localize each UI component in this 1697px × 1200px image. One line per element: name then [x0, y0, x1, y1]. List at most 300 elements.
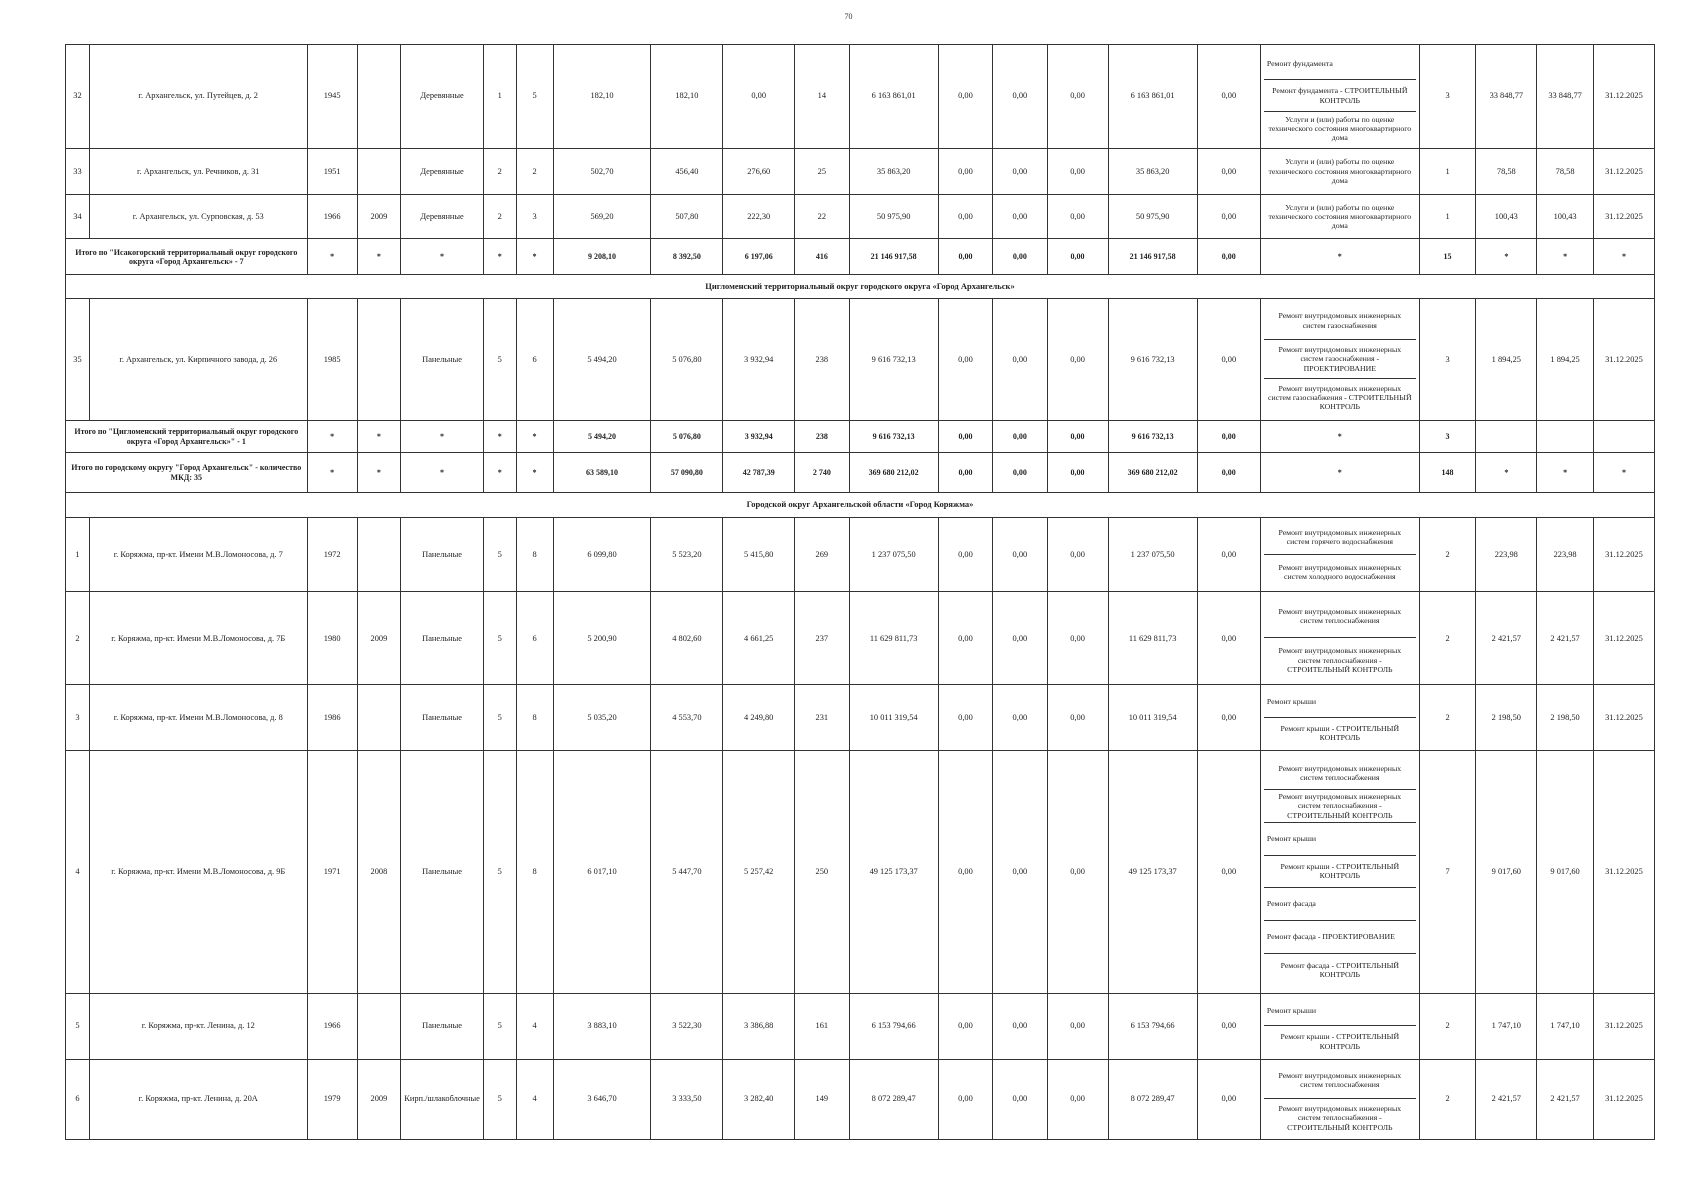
- works-cell: [1260, 994, 1419, 1060]
- works-cell: [1260, 298, 1419, 421]
- work-item: [1264, 302, 1416, 340]
- deadline-cell: 31.12.2025: [1593, 298, 1654, 421]
- section-title: Цигломенский территориальный округ городского округа «Город Архангельск»: [66, 275, 1655, 298]
- work-item: [1264, 758, 1416, 791]
- entrances-cell: 4: [516, 1059, 553, 1139]
- work-item: [1264, 379, 1416, 417]
- floors-cell: *: [483, 421, 516, 453]
- work-item-text: Ремонт внутридомовых инженерных систем теплоснабжения: [1278, 764, 1402, 783]
- area-resid-cell: 3 932,94: [723, 298, 795, 421]
- unit-cost-cell: 1 894,25: [1476, 298, 1537, 421]
- area-total-cell: 9 208,10: [553, 239, 651, 275]
- cost-total-cell: 11 629 811,73: [849, 592, 938, 685]
- total-label: Итого по "Цигломенский территориальный округ городского округа «Город Архангельск»" - 1: [66, 421, 308, 453]
- area-total-cell: 5 035,20: [553, 685, 651, 751]
- floors-cell: 5: [483, 750, 516, 993]
- work-item-text: Ремонт фасада: [1266, 899, 1316, 909]
- fund-fed-cell: 0,00: [938, 148, 992, 195]
- year-renov-cell: 2009: [357, 195, 401, 239]
- unit-cost-cell: 9 017,60: [1476, 750, 1537, 993]
- area-total-cell: 5 200,90: [553, 592, 651, 685]
- residents-cell: 231: [795, 685, 849, 751]
- work-count-cell: 15: [1419, 239, 1476, 275]
- table-row: [66, 45, 1655, 149]
- fund-other-cell: 0,00: [1197, 1059, 1260, 1139]
- entrances-cell: 2: [516, 148, 553, 195]
- fund-fed-cell: 0,00: [938, 1059, 992, 1139]
- area-resid-cell: 3 282,40: [723, 1059, 795, 1139]
- fund-mun-cell: 0,00: [1047, 592, 1108, 685]
- work-item: [1264, 1026, 1416, 1057]
- works-cell: *: [1260, 452, 1419, 492]
- work-item-text: Ремонт внутридомовых инженерных систем газоснабжения - СТРОИТЕЛЬНЫЙ КОНТРОЛЬ: [1268, 383, 1412, 412]
- work-item-text: Ремонт фундамента - СТРОИТЕЛЬНЫЙ КОНТРОЛЬ: [1272, 86, 1408, 105]
- fund-other-cell: 0,00: [1197, 298, 1260, 421]
- entrances-cell: 6: [516, 592, 553, 685]
- year-built-cell: 1980: [307, 592, 357, 685]
- area-total-cell: 63 589,10: [553, 452, 651, 492]
- walls-cell: *: [401, 452, 484, 492]
- cost-total-cell: 6 153 794,66: [849, 994, 938, 1060]
- fund-fed-cell: 0,00: [938, 298, 992, 421]
- year-renov-cell: 2008: [357, 750, 401, 993]
- deadline-cell: *: [1593, 239, 1654, 275]
- house-address: г. Коряжма, пр-кт. Ленина, д. 20А: [89, 1059, 307, 1139]
- works-cell: [1260, 750, 1419, 993]
- fund-fed-cell: 0,00: [938, 994, 992, 1060]
- residents-cell: 2 740: [795, 452, 849, 492]
- row-number: 33: [66, 148, 90, 195]
- year-built-cell: 1966: [307, 195, 357, 239]
- floors-cell: 5: [483, 518, 516, 592]
- cost-total-cell: 6 163 861,01: [849, 45, 938, 149]
- residents-cell: 269: [795, 518, 849, 592]
- house-address: г. Коряжма, пр-кт. Имени М.В.Ломоносова, д. 7: [89, 518, 307, 592]
- residents-cell: 250: [795, 750, 849, 993]
- fund-mun-cell: 0,00: [1047, 45, 1108, 149]
- work-count-cell: 2: [1419, 1059, 1476, 1139]
- unit-cost-cell: 223,98: [1476, 518, 1537, 592]
- fund-other-cell: 0,00: [1197, 518, 1260, 592]
- work-item-text: Ремонт внутридомовых инженерных систем газоснабжения: [1278, 311, 1402, 330]
- total-row: [66, 239, 1655, 275]
- work-item: [1264, 555, 1416, 590]
- work-item: [1264, 48, 1416, 80]
- deadline-cell: 31.12.2025: [1593, 148, 1654, 195]
- fund-owners-cell: 369 680 212,02: [1108, 452, 1197, 492]
- area-resid-cell: 276,60: [723, 148, 795, 195]
- area-living-cell: 507,80: [651, 195, 723, 239]
- area-total-cell: 502,70: [553, 148, 651, 195]
- area-total-cell: 3 883,10: [553, 994, 651, 1060]
- limit-cost-cell: 2 198,50: [1537, 685, 1594, 751]
- work-item: [1264, 856, 1416, 889]
- work-item-text: Ремонт крыши: [1266, 697, 1317, 707]
- unit-cost-cell: *: [1476, 452, 1537, 492]
- area-total-cell: 182,10: [553, 45, 651, 149]
- fund-mun-cell: 0,00: [1047, 1059, 1108, 1139]
- fund-owners-cell: 6 163 861,01: [1108, 45, 1197, 149]
- fund-reg-cell: 0,00: [993, 148, 1047, 195]
- area-living-cell: 57 090,80: [651, 452, 723, 492]
- fund-fed-cell: 0,00: [938, 750, 992, 993]
- entrances-cell: *: [516, 421, 553, 453]
- work-item-text: Ремонт внутридомовых инженерных систем теплоснабжения - СТРОИТЕЛЬНЫЙ КОНТРОЛЬ: [1278, 646, 1402, 674]
- residents-cell: 161: [795, 994, 849, 1060]
- cost-total-cell: 1 237 075,50: [849, 518, 938, 592]
- unit-cost-cell: 100,43: [1476, 195, 1537, 239]
- work-item-text: Ремонт крыши: [1266, 1005, 1317, 1015]
- work-item-text: Ремонт фасада - СТРОИТЕЛЬНЫЙ КОНТРОЛЬ: [1280, 960, 1400, 980]
- work-item: [1264, 520, 1416, 555]
- fund-fed-cell: 0,00: [938, 685, 992, 751]
- fund-fed-cell: 0,00: [938, 239, 992, 275]
- row-number: 35: [66, 298, 90, 421]
- total-row: [66, 452, 1655, 492]
- limit-cost-cell: *: [1537, 452, 1594, 492]
- fund-owners-cell: 8 072 289,47: [1108, 1059, 1197, 1139]
- residents-cell: 25: [795, 148, 849, 195]
- unit-cost-cell: 2 421,57: [1476, 1059, 1537, 1139]
- residents-cell: 237: [795, 592, 849, 685]
- fund-other-cell: 0,00: [1197, 685, 1260, 751]
- house-address: г. Коряжма, пр-кт. Имени М.В.Ломоносова, д. 9Б: [89, 750, 307, 993]
- floors-cell: 5: [483, 685, 516, 751]
- deadline-cell: 31.12.2025: [1593, 685, 1654, 751]
- limit-cost-cell: 1 894,25: [1537, 298, 1594, 421]
- work-count-cell: 3: [1419, 298, 1476, 421]
- work-item-text: Ремонт внутридомовых инженерных систем горячего водоснабжения: [1278, 527, 1402, 547]
- work-item-text: Ремонт фасада - ПРОЕКТИРОВАНИЕ: [1266, 932, 1395, 942]
- fund-fed-cell: 0,00: [938, 452, 992, 492]
- year-built-cell: 1979: [307, 1059, 357, 1139]
- area-resid-cell: 4 249,80: [723, 685, 795, 751]
- fund-owners-cell: 50 975,90: [1108, 195, 1197, 239]
- fund-other-cell: 0,00: [1197, 421, 1260, 453]
- fund-reg-cell: 0,00: [993, 518, 1047, 592]
- table-row: [66, 148, 1655, 195]
- walls-cell: Кирп./шлакоблочные: [401, 1059, 484, 1139]
- area-living-cell: 182,10: [651, 45, 723, 149]
- fund-reg-cell: 0,00: [993, 452, 1047, 492]
- works-cell: [1260, 592, 1419, 685]
- walls-cell: Панельные: [401, 592, 484, 685]
- year-renov-cell: *: [357, 239, 401, 275]
- year-built-cell: 1986: [307, 685, 357, 751]
- work-count-cell: 148: [1419, 452, 1476, 492]
- fund-other-cell: 0,00: [1197, 452, 1260, 492]
- work-count-cell: 2: [1419, 994, 1476, 1060]
- cost-total-cell: 21 146 917,58: [849, 239, 938, 275]
- works-cell: [1260, 518, 1419, 592]
- year-built-cell: *: [307, 239, 357, 275]
- limit-cost-cell: 1 747,10: [1537, 994, 1594, 1060]
- fund-reg-cell: 0,00: [993, 239, 1047, 275]
- work-count-cell: 1: [1419, 195, 1476, 239]
- year-renov-cell: *: [357, 421, 401, 453]
- limit-cost-cell: [1537, 421, 1594, 453]
- floors-cell: *: [483, 239, 516, 275]
- fund-other-cell: 0,00: [1197, 45, 1260, 149]
- area-living-cell: 5 523,20: [651, 518, 723, 592]
- table-row: [66, 298, 1655, 421]
- entrances-cell: *: [516, 452, 553, 492]
- fund-reg-cell: 0,00: [993, 298, 1047, 421]
- work-item-text: Ремонт фундамента: [1266, 58, 1333, 68]
- work-count-cell: 2: [1419, 685, 1476, 751]
- floors-cell: *: [483, 452, 516, 492]
- year-renov-cell: [357, 685, 401, 751]
- work-item: [1264, 150, 1416, 193]
- fund-mun-cell: 0,00: [1047, 452, 1108, 492]
- total-row: [66, 421, 1655, 453]
- unit-cost-cell: 78,58: [1476, 148, 1537, 195]
- year-renov-cell: [357, 45, 401, 149]
- work-item-text: Ремонт внутридомовых инженерных систем газоснабжения - ПРОЕКТИРОВАНИЕ: [1278, 344, 1402, 373]
- house-address: г. Архангельск, ул. Речников, д. 31: [89, 148, 307, 195]
- floors-cell: 2: [483, 195, 516, 239]
- fund-other-cell: 0,00: [1197, 592, 1260, 685]
- year-renov-cell: [357, 148, 401, 195]
- section-header-row: [66, 493, 1655, 518]
- entrances-cell: 8: [516, 685, 553, 751]
- year-renov-cell: *: [357, 452, 401, 492]
- fund-other-cell: 0,00: [1197, 195, 1260, 239]
- area-living-cell: 456,40: [651, 148, 723, 195]
- table-row: [66, 750, 1655, 993]
- walls-cell: Панельные: [401, 518, 484, 592]
- fund-owners-cell: 9 616 732,13: [1108, 298, 1197, 421]
- house-address: г. Архангельск, ул. Сурповская, д. 53: [89, 195, 307, 239]
- deadline-cell: 31.12.2025: [1593, 195, 1654, 239]
- work-item: [1264, 687, 1416, 718]
- year-built-cell: 1945: [307, 45, 357, 149]
- table-row: [66, 518, 1655, 592]
- fund-owners-cell: 49 125 173,37: [1108, 750, 1197, 993]
- table-row: [66, 994, 1655, 1060]
- area-resid-cell: 4 661,25: [723, 592, 795, 685]
- year-renov-cell: [357, 994, 401, 1060]
- entrances-cell: 4: [516, 994, 553, 1060]
- works-cell: [1260, 1059, 1419, 1139]
- fund-other-cell: 0,00: [1197, 750, 1260, 993]
- row-number: 5: [66, 994, 90, 1060]
- floors-cell: 1: [483, 45, 516, 149]
- work-item-text: Ремонт крыши - СТРОИТЕЛЬНЫЙ КОНТРОЛЬ: [1280, 723, 1400, 742]
- area-total-cell: 3 646,70: [553, 1059, 651, 1139]
- work-item-text: Услуги и (или) работы по оценке технического состояния многоквартирного дома: [1268, 114, 1412, 143]
- work-item: [1264, 196, 1416, 237]
- floors-cell: 5: [483, 994, 516, 1060]
- work-item-text: Услуги и (или) работы по оценке технического состояния многоквартирного дома: [1268, 157, 1412, 185]
- area-resid-cell: 5 257,42: [723, 750, 795, 993]
- fund-mun-cell: 0,00: [1047, 195, 1108, 239]
- area-resid-cell: 222,30: [723, 195, 795, 239]
- fund-owners-cell: 1 237 075,50: [1108, 518, 1197, 592]
- limit-cost-cell: 9 017,60: [1537, 750, 1594, 993]
- section-header-row: [66, 275, 1655, 298]
- walls-cell: Панельные: [401, 298, 484, 421]
- work-item: [1264, 718, 1416, 749]
- row-number: 6: [66, 1059, 90, 1139]
- work-item-text: Ремонт крыши - СТРОИТЕЛЬНЫЙ КОНТРОЛЬ: [1280, 862, 1400, 881]
- deadline-cell: 31.12.2025: [1593, 994, 1654, 1060]
- fund-mun-cell: 0,00: [1047, 148, 1108, 195]
- walls-cell: Панельные: [401, 685, 484, 751]
- cost-total-cell: 8 072 289,47: [849, 1059, 938, 1139]
- work-item-text: Ремонт внутридомовых инженерных систем теплоснабжения: [1278, 606, 1402, 626]
- limit-cost-cell: 2 421,57: [1537, 1059, 1594, 1139]
- cost-total-cell: 9 616 732,13: [849, 421, 938, 453]
- floors-cell: 5: [483, 1059, 516, 1139]
- area-resid-cell: 5 415,80: [723, 518, 795, 592]
- fund-other-cell: 0,00: [1197, 239, 1260, 275]
- deadline-cell: *: [1593, 452, 1654, 492]
- work-item: [1264, 1062, 1416, 1100]
- deadline-cell: 31.12.2025: [1593, 592, 1654, 685]
- residents-cell: 22: [795, 195, 849, 239]
- walls-cell: *: [401, 239, 484, 275]
- row-number: 2: [66, 592, 90, 685]
- works-cell: [1260, 45, 1419, 149]
- cost-total-cell: 10 011 319,54: [849, 685, 938, 751]
- fund-mun-cell: 0,00: [1047, 239, 1108, 275]
- fund-reg-cell: 0,00: [993, 750, 1047, 993]
- table-row: [66, 195, 1655, 239]
- area-living-cell: 5 076,80: [651, 421, 723, 453]
- house-address: г. Коряжма, пр-кт. Имени М.В.Ломоносова, д. 7Б: [89, 592, 307, 685]
- limit-cost-cell: 100,43: [1537, 195, 1594, 239]
- table-row: [66, 685, 1655, 751]
- fund-owners-cell: 11 629 811,73: [1108, 592, 1197, 685]
- work-item: [1264, 954, 1416, 987]
- unit-cost-cell: 1 747,10: [1476, 994, 1537, 1060]
- deadline-cell: [1593, 421, 1654, 453]
- area-living-cell: 8 392,50: [651, 239, 723, 275]
- limit-cost-cell: 78,58: [1537, 148, 1594, 195]
- cost-total-cell: 9 616 732,13: [849, 298, 938, 421]
- unit-cost-cell: *: [1476, 239, 1537, 275]
- year-renov-cell: [357, 298, 401, 421]
- row-number: 4: [66, 750, 90, 993]
- fund-owners-cell: 10 011 319,54: [1108, 685, 1197, 751]
- entrances-cell: 8: [516, 750, 553, 993]
- works-cell: [1260, 148, 1419, 195]
- capital-repair-register-table: [65, 44, 1655, 1140]
- year-built-cell: *: [307, 452, 357, 492]
- walls-cell: Деревянные: [401, 148, 484, 195]
- work-item: [1264, 638, 1416, 682]
- walls-cell: Деревянные: [401, 195, 484, 239]
- area-total-cell: 569,20: [553, 195, 651, 239]
- house-address: г. Архангельск, ул. Кирпичного завода, д. 26: [89, 298, 307, 421]
- area-resid-cell: 6 197,06: [723, 239, 795, 275]
- year-built-cell: 1985: [307, 298, 357, 421]
- work-item-text: Услуги и (или) работы по оценке технического состояния многоквартирного дома: [1268, 202, 1412, 231]
- fund-reg-cell: 0,00: [993, 195, 1047, 239]
- work-count-cell: 3: [1419, 421, 1476, 453]
- entrances-cell: 3: [516, 195, 553, 239]
- fund-mun-cell: 0,00: [1047, 421, 1108, 453]
- unit-cost-cell: [1476, 421, 1537, 453]
- cost-total-cell: 369 680 212,02: [849, 452, 938, 492]
- deadline-cell: 31.12.2025: [1593, 45, 1654, 149]
- floors-cell: 5: [483, 592, 516, 685]
- fund-owners-cell: 35 863,20: [1108, 148, 1197, 195]
- fund-other-cell: 0,00: [1197, 994, 1260, 1060]
- fund-reg-cell: 0,00: [993, 685, 1047, 751]
- work-item: [1264, 595, 1416, 639]
- fund-mun-cell: 0,00: [1047, 298, 1108, 421]
- walls-cell: Панельные: [401, 994, 484, 1060]
- deadline-cell: 31.12.2025: [1593, 1059, 1654, 1139]
- fund-mun-cell: 0,00: [1047, 994, 1108, 1060]
- floors-cell: 2: [483, 148, 516, 195]
- row-number: 34: [66, 195, 90, 239]
- entrances-cell: 8: [516, 518, 553, 592]
- work-item: [1264, 340, 1416, 378]
- area-resid-cell: 42 787,39: [723, 452, 795, 492]
- year-renov-cell: [357, 518, 401, 592]
- work-item-text: Ремонт внутридомовых инженерных систем теплоснабжения - СТРОИТЕЛЬНЫЙ КОНТРОЛЬ: [1278, 792, 1402, 820]
- area-living-cell: 4 802,60: [651, 592, 723, 685]
- row-number: 1: [66, 518, 90, 592]
- work-item: [1264, 921, 1416, 954]
- year-built-cell: 1971: [307, 750, 357, 993]
- cost-total-cell: 50 975,90: [849, 195, 938, 239]
- fund-fed-cell: 0,00: [938, 592, 992, 685]
- fund-reg-cell: 0,00: [993, 994, 1047, 1060]
- house-address: г. Коряжма, пр-кт. Имени М.В.Ломоносова, д. 8: [89, 685, 307, 751]
- year-built-cell: 1966: [307, 994, 357, 1060]
- year-built-cell: 1951: [307, 148, 357, 195]
- year-built-cell: *: [307, 421, 357, 453]
- work-item-text: Ремонт внутридомовых инженерных систем теплоснабжения - СТРОИТЕЛЬНЫЙ КОНТРОЛЬ: [1278, 1104, 1402, 1132]
- deadline-cell: 31.12.2025: [1593, 518, 1654, 592]
- work-item: [1264, 1099, 1416, 1137]
- area-total-cell: 5 494,20: [553, 298, 651, 421]
- work-item: [1264, 790, 1416, 823]
- fund-mun-cell: 0,00: [1047, 685, 1108, 751]
- year-renov-cell: 2009: [357, 1059, 401, 1139]
- limit-cost-cell: *: [1537, 239, 1594, 275]
- page-number: 70: [844, 12, 853, 21]
- area-resid-cell: 0,00: [723, 45, 795, 149]
- work-item-text: Ремонт внутридомовых инженерных систем холодного водоснабжения: [1278, 562, 1402, 582]
- fund-reg-cell: 0,00: [993, 45, 1047, 149]
- cost-total-cell: 49 125 173,37: [849, 750, 938, 993]
- works-cell: [1260, 685, 1419, 751]
- fund-reg-cell: 0,00: [993, 592, 1047, 685]
- residents-cell: 238: [795, 298, 849, 421]
- work-item: [1264, 996, 1416, 1027]
- work-item-text: Ремонт крыши: [1266, 834, 1317, 844]
- house-address: г. Архангельск, ул. Путейцев, д. 2: [89, 45, 307, 149]
- work-item-text: Ремонт крыши - СТРОИТЕЛЬНЫЙ КОНТРОЛЬ: [1280, 1032, 1400, 1051]
- work-item: [1264, 888, 1416, 921]
- unit-cost-cell: 33 848,77: [1476, 45, 1537, 149]
- entrances-cell: 6: [516, 298, 553, 421]
- fund-other-cell: 0,00: [1197, 148, 1260, 195]
- year-built-cell: 1972: [307, 518, 357, 592]
- fund-owners-cell: 21 146 917,58: [1108, 239, 1197, 275]
- residents-cell: 149: [795, 1059, 849, 1139]
- work-count-cell: 1: [1419, 148, 1476, 195]
- work-count-cell: 2: [1419, 592, 1476, 685]
- area-resid-cell: 3 386,88: [723, 994, 795, 1060]
- total-label: Итого по "Исакогорский территориальный округ городского округа «Город Архангельск» - 7: [66, 239, 308, 275]
- fund-mun-cell: 0,00: [1047, 750, 1108, 993]
